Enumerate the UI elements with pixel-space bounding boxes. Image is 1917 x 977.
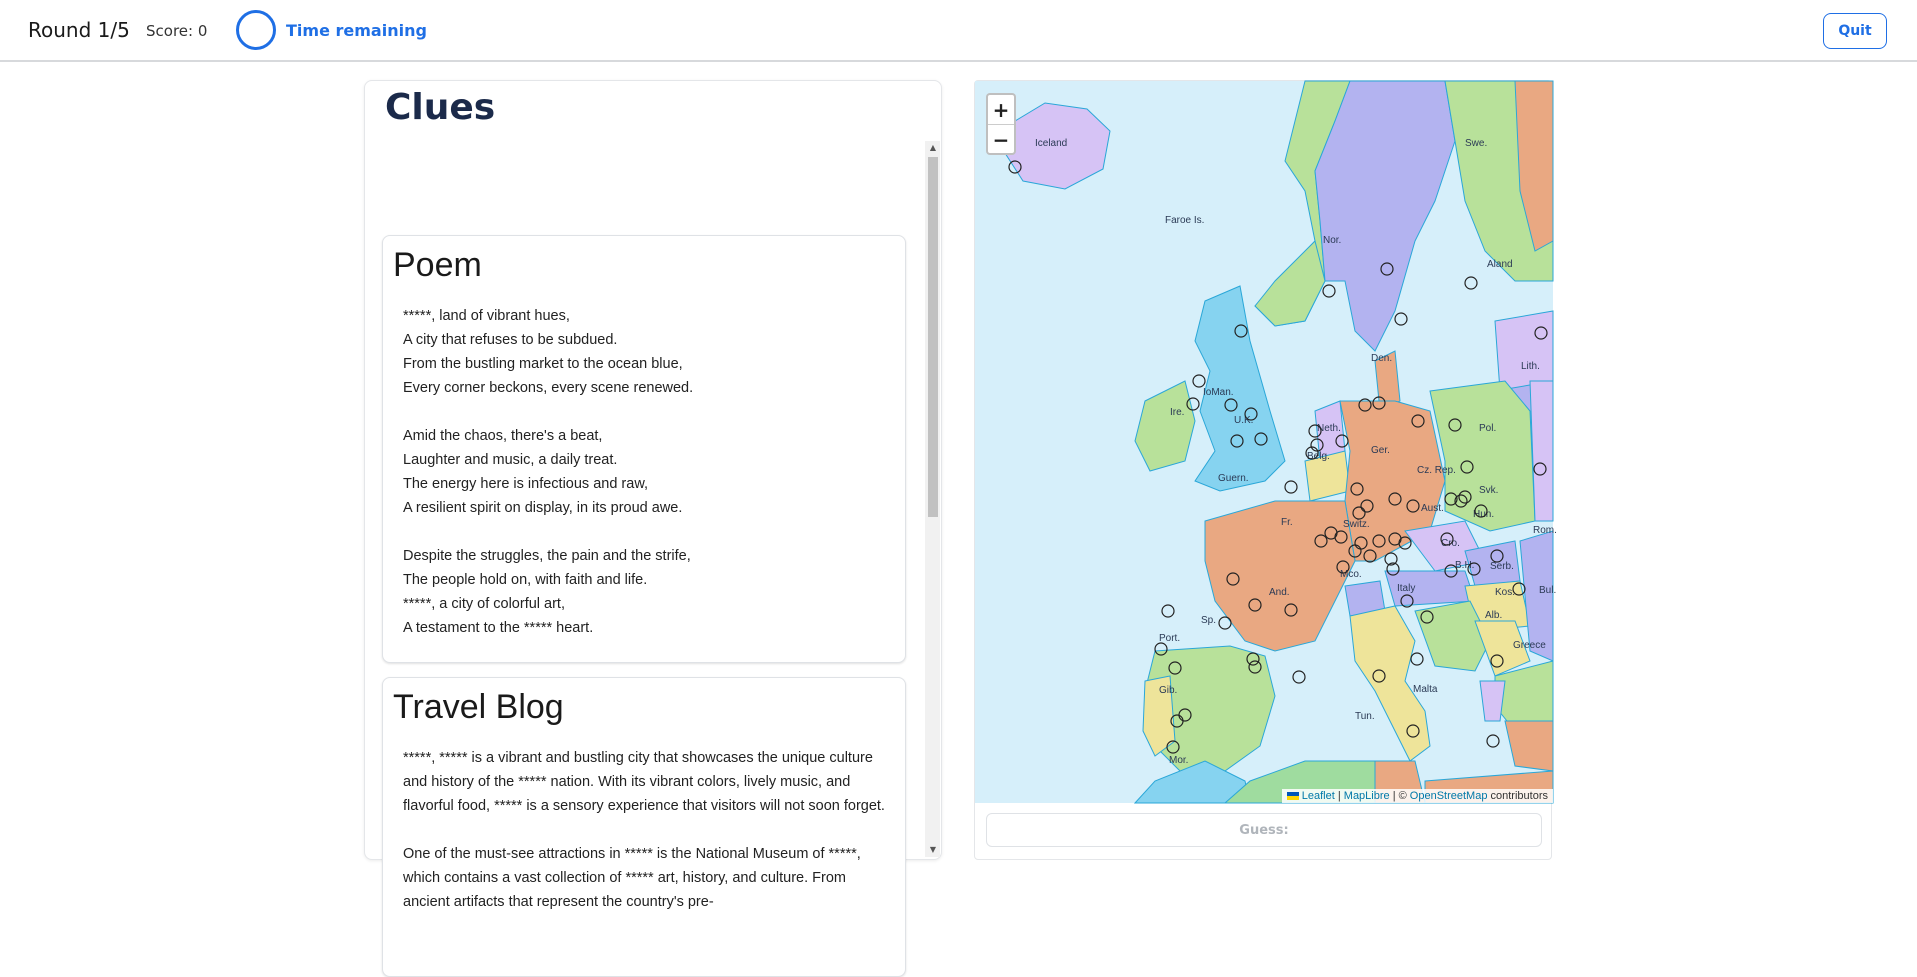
label-andorra: And. — [1269, 587, 1290, 598]
label-isle-of-man: IoMan. — [1203, 387, 1234, 398]
zoom-in-button[interactable]: + — [992, 97, 1010, 122]
label-denmark: Den. — [1371, 353, 1393, 364]
blog-paragraph: One of the must-see attractions in ***** is the National Museum of *****, which contains a vast collection of ***** art, history, and culture. From ancient artifacts that represent the country's pre- — [403, 846, 861, 910]
label-uk: U.K. — [1234, 415, 1254, 426]
attribution-separator: | — [1337, 790, 1341, 802]
label-faroe: Faroe Is. — [1165, 215, 1205, 226]
attribution-suffix: contributors — [1490, 790, 1548, 802]
poem-line: Amid the chaos, there's a beat, — [403, 428, 603, 444]
label-serbia: Serb. — [1490, 561, 1514, 572]
label-gibraltar: Gib. — [1159, 685, 1178, 696]
poem-line: *****, a city of colorful art, — [403, 596, 565, 612]
travel-blog-card — [382, 677, 906, 977]
leaflet-link[interactable]: Leaflet — [1301, 790, 1335, 802]
round-indicator: Round 1/5 — [28, 18, 130, 42]
label-romania: Rom. — [1533, 525, 1557, 536]
timer-label: Time remaining — [286, 21, 427, 40]
travel-blog-body — [403, 746, 893, 938]
clues-scroll-area[interactable] — [365, 141, 941, 910]
poem-card — [382, 235, 906, 663]
maplibre-link[interactable]: MapLibre — [1343, 790, 1390, 802]
label-czech: Cz. Rep. — [1417, 465, 1456, 476]
map-view[interactable] — [975, 81, 1557, 803]
poem-line: Every corner beckons, every scene renewed. — [403, 380, 694, 396]
poem-line: The people hold on, with faith and life. — [403, 572, 648, 588]
label-belgium: Belg. — [1307, 451, 1330, 462]
guess-input[interactable]: Guess: — [986, 813, 1542, 847]
map-attribution — [1282, 789, 1553, 803]
poem-line: Despite the struggles, the pain and the strife, — [403, 548, 691, 564]
label-switzerland: Switz. — [1343, 519, 1370, 530]
label-italy: Italy — [1397, 583, 1416, 594]
label-monaco: Mco. — [1340, 569, 1362, 580]
travel-blog-heading: Travel Blog — [393, 688, 564, 726]
label-spain: Sp. — [1201, 615, 1217, 626]
label-norway: Nor. — [1323, 235, 1342, 246]
label-france: Fr. — [1281, 517, 1293, 528]
label-bosnia: B.H. — [1455, 560, 1475, 571]
blog-paragraph: *****, ***** is a vibrant and bustling city that showcases the unique culture and history of the ***** nation. With its vibrant colors, lively music, and flavorful food, ***** is a sensory experience that visitors will not soon forget. — [403, 750, 885, 814]
label-sweden: Swe. — [1465, 138, 1488, 149]
scroll-down-arrow-icon[interactable]: ▼ — [929, 845, 937, 854]
label-germany: Ger. — [1371, 445, 1390, 456]
label-netherlands: Neth. — [1317, 423, 1341, 434]
label-malta: Malta — [1413, 684, 1438, 695]
label-hungary: Hun. — [1473, 509, 1495, 520]
label-kosovo: Kos. — [1495, 587, 1516, 598]
label-poland: Pol. — [1479, 423, 1497, 434]
scroll-up-arrow-icon[interactable]: ▲ — [929, 143, 937, 152]
top-bar — [0, 0, 1917, 62]
clues-panel — [364, 80, 942, 910]
poem-stanza — [403, 424, 893, 520]
zoom-control — [986, 93, 1016, 155]
poem-body — [403, 304, 893, 664]
timer-ring-icon — [236, 10, 276, 50]
poem-line: The energy here is infectious and raw, — [403, 476, 649, 492]
openstreetmap-link[interactable]: OpenStreetMap — [1409, 790, 1488, 802]
poem-line: From the bustling market to the ocean blue, — [403, 356, 683, 372]
poem-line: A testament to the ***** heart. — [403, 620, 594, 636]
country-albania — [1480, 681, 1505, 721]
poem-line: A city that refuses to be subdued. — [403, 332, 618, 348]
poem-line: *****, land of vibrant hues, — [403, 308, 570, 324]
label-bulgaria: Bul. — [1539, 585, 1557, 596]
score-display: Score: 0 — [146, 22, 208, 40]
clues-scrollbar-thumb[interactable] — [928, 157, 938, 517]
label-ireland: Ire. — [1170, 407, 1185, 418]
label-albania: Alb. — [1485, 610, 1503, 621]
attribution-separator: | © — [1392, 790, 1407, 802]
quit-button[interactable]: Quit — [1823, 13, 1887, 49]
map-panel — [974, 80, 1557, 860]
poem-line: A resilient spirit on display, in its proud awe. — [403, 500, 683, 516]
label-tunisia: Tun. — [1355, 711, 1375, 722]
label-guernsey: Guern. — [1218, 473, 1249, 484]
label-iceland: Iceland — [1035, 138, 1068, 149]
clues-title: Clues — [385, 87, 496, 128]
label-austria: Aust. — [1421, 503, 1444, 514]
poem-stanza — [403, 544, 893, 640]
zoom-out-button[interactable]: − — [988, 124, 1014, 154]
country-latvia — [1495, 311, 1553, 391]
label-croatia: Cro. — [1441, 538, 1460, 549]
label-greece: Greece — [1513, 640, 1546, 651]
poem-stanza — [403, 304, 893, 400]
label-lithuania: Lith. — [1521, 361, 1540, 372]
map-canvas[interactable] — [975, 81, 1557, 803]
label-morocco: Mor. — [1169, 755, 1189, 766]
ukraine-flag-icon — [1287, 792, 1299, 800]
label-portugal: Port. — [1159, 633, 1181, 644]
label-aland: Aland — [1487, 259, 1513, 270]
poem-line: Laughter and music, a daily treat. — [403, 452, 618, 468]
label-slovakia: Svk. — [1479, 485, 1499, 496]
poem-heading: Poem — [393, 246, 482, 284]
